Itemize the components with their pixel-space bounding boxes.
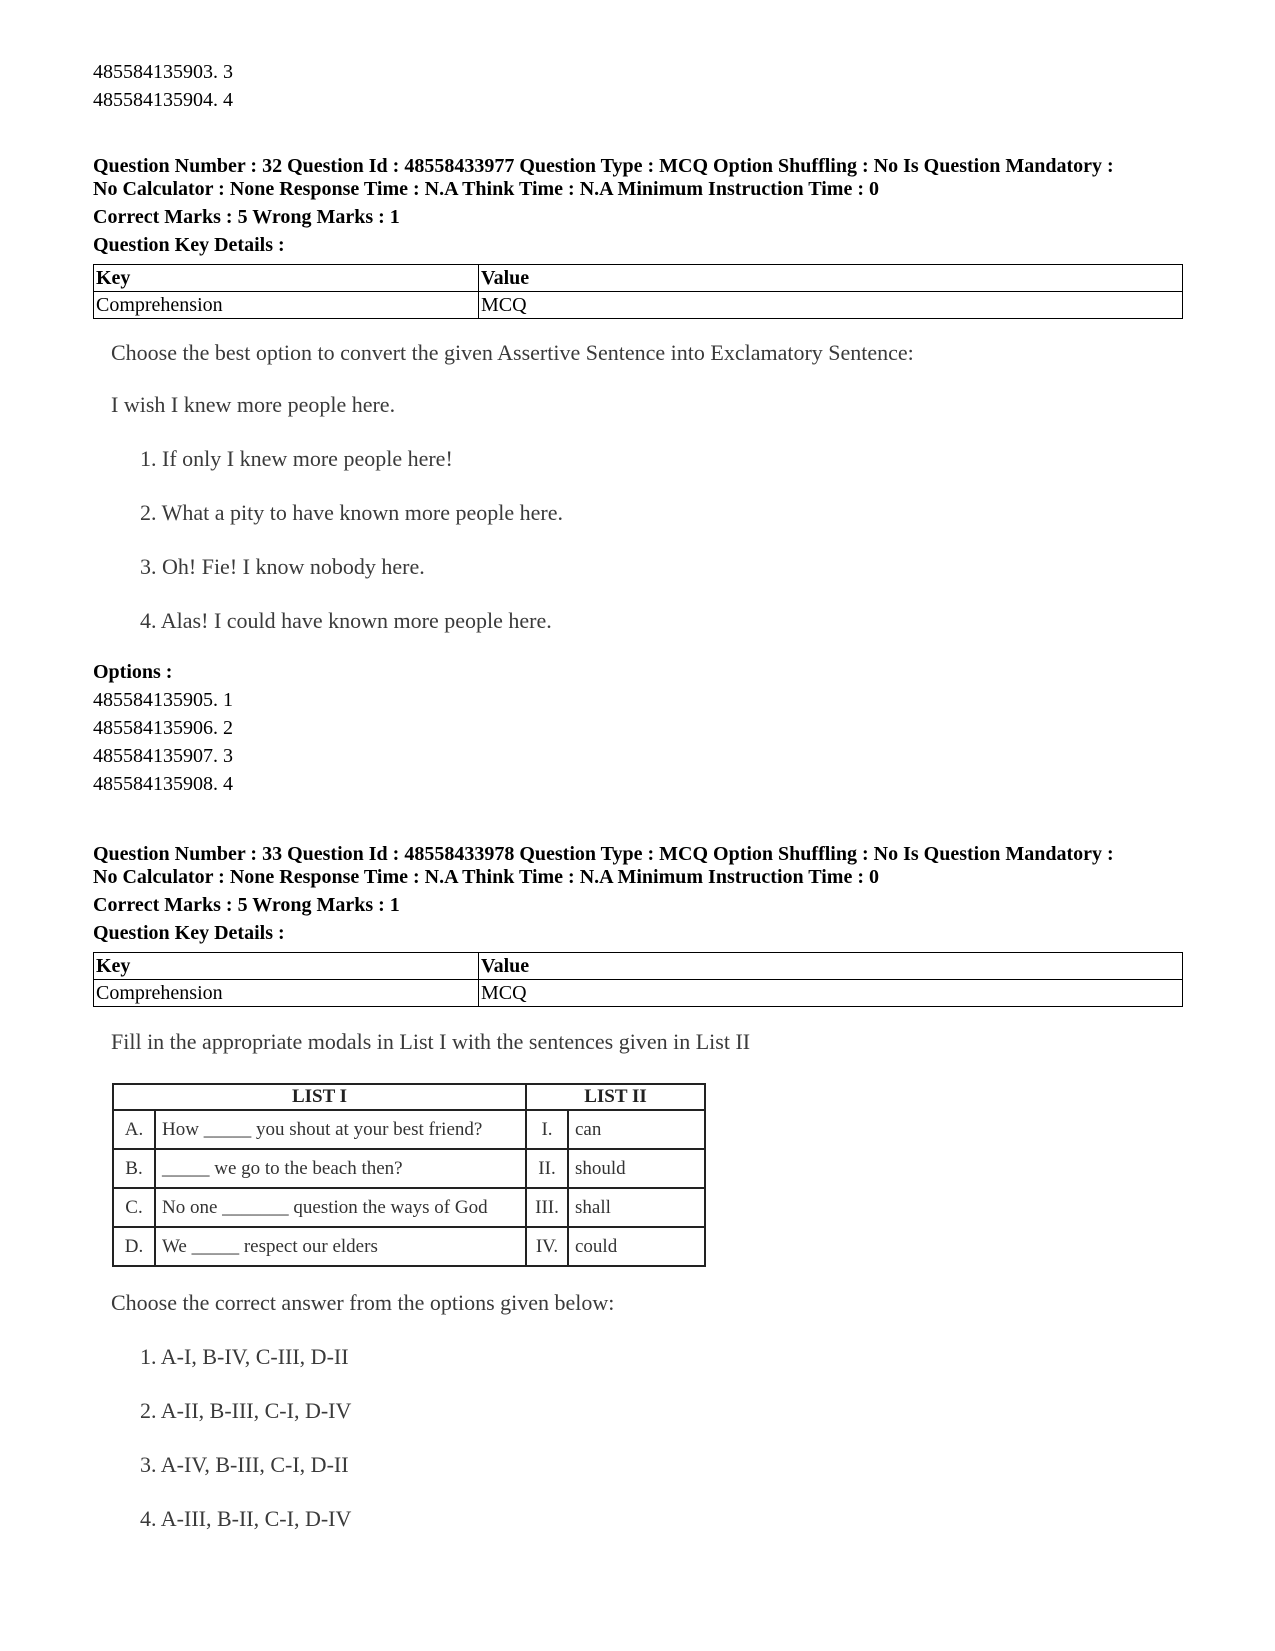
option-line: 485584135908. 4	[93, 773, 233, 795]
q32-choice: 3. Oh! Fie! I know nobody here.	[140, 554, 425, 579]
list-2-header: LIST II	[526, 1084, 705, 1110]
q32-sentence: I wish I knew more people here.	[111, 392, 396, 417]
row-number: III.	[526, 1188, 568, 1227]
row-sentence: How _____ you shout at your best friend?	[155, 1110, 526, 1149]
q33-choice: 1. A-I, B-IV, C-III, D-II	[140, 1344, 349, 1369]
q33-header-line2: No Calculator : None Response Time : N.A Think Time : N.A Minimum Instruction Time : 0	[93, 866, 879, 888]
row-sentence: No one _______ question the ways of God	[155, 1188, 526, 1227]
q33-key-table	[93, 952, 1183, 1007]
q32-choice: 2. What a pity to have known more people here.	[140, 500, 563, 525]
row-label: A.	[113, 1110, 155, 1149]
value-cell: MCQ	[479, 292, 1183, 319]
q32-header-line1: Question Number : 32 Question Id : 48558433977 Question Type : MCQ Option Shuffling : No Is Question Mandatory :	[93, 155, 1114, 177]
q32-instruction: Choose the best option to convert the given Assertive Sentence into Exclamatory Sentence:	[111, 340, 914, 365]
q33-marks: Correct Marks : 5 Wrong Marks : 1	[93, 894, 400, 916]
list-1-header: LIST I	[113, 1084, 526, 1110]
table-row	[113, 1110, 705, 1149]
row-sentence: We _____ respect our elders	[155, 1227, 526, 1266]
table-row	[113, 1227, 705, 1266]
table-row	[113, 1188, 705, 1227]
q32-choice: 4. Alas! I could have known more people here.	[140, 608, 552, 633]
q32-key-table	[93, 264, 1183, 319]
key-header: Key	[94, 265, 479, 292]
q33-header-line1: Question Number : 33 Question Id : 48558433978 Question Type : MCQ Option Shuffling : No Is Question Mandatory :	[93, 843, 1114, 865]
row-number: IV.	[526, 1227, 568, 1266]
q33-key-details-label: Question Key Details :	[93, 922, 285, 944]
row-modal: shall	[568, 1188, 705, 1227]
q32-marks: Correct Marks : 5 Wrong Marks : 1	[93, 206, 400, 228]
q32-header-line2: No Calculator : None Response Time : N.A Think Time : N.A Minimum Instruction Time : 0	[93, 178, 879, 200]
row-number: I.	[526, 1110, 568, 1149]
key-cell: Comprehension	[94, 980, 479, 1007]
option-line: 485584135907. 3	[93, 745, 233, 767]
q33-choice: 2. A-II, B-III, C-I, D-IV	[140, 1398, 352, 1423]
option-line: 485584135905. 1	[93, 689, 233, 711]
row-modal: could	[568, 1227, 705, 1266]
q33-instruction: Fill in the appropriate modals in List I with the sentences given in List II	[111, 1029, 751, 1054]
q33-choose-text: Choose the correct answer from the options given below:	[111, 1290, 615, 1315]
row-label: C.	[113, 1188, 155, 1227]
option-line: 485584135906. 2	[93, 717, 233, 739]
table-row	[113, 1149, 705, 1188]
q33-choice: 4. A-III, B-II, C-I, D-IV	[140, 1506, 352, 1531]
row-label: B.	[113, 1149, 155, 1188]
row-sentence: _____ we go to the beach then?	[155, 1149, 526, 1188]
q32-key-details-label: Question Key Details :	[93, 234, 285, 256]
option-line: 485584135904. 4	[93, 89, 233, 111]
value-header: Value	[479, 953, 1183, 980]
key-header: Key	[94, 953, 479, 980]
q33-choice: 3. A-IV, B-III, C-I, D-II	[140, 1452, 349, 1477]
key-cell: Comprehension	[94, 292, 479, 319]
q32-choice: 1. If only I knew more people here!	[140, 446, 453, 471]
row-label: D.	[113, 1227, 155, 1266]
option-line: 485584135903. 3	[93, 61, 233, 83]
value-cell: MCQ	[479, 980, 1183, 1007]
row-modal: should	[568, 1149, 705, 1188]
row-modal: can	[568, 1110, 705, 1149]
match-list-table	[112, 1083, 706, 1267]
value-header: Value	[479, 265, 1183, 292]
row-number: II.	[526, 1149, 568, 1188]
q32-options-label: Options :	[93, 661, 173, 683]
